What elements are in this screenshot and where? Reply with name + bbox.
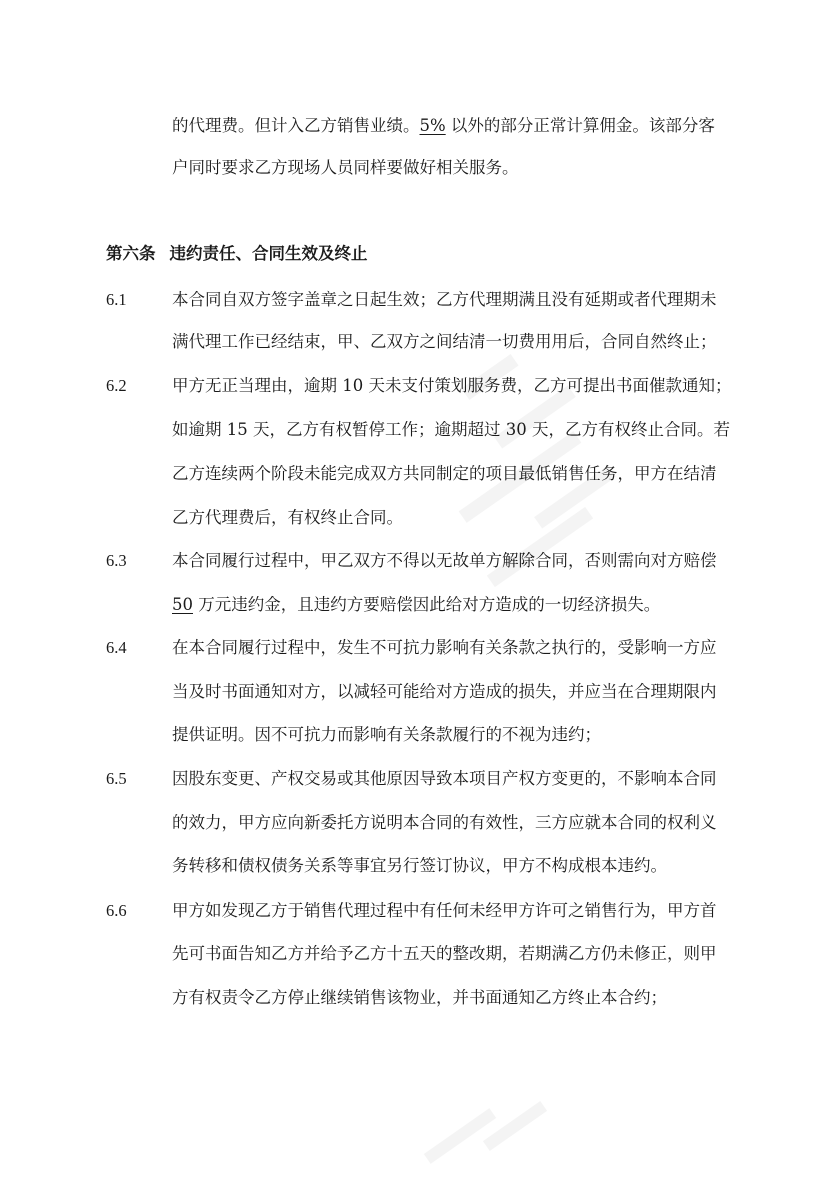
clause-line: 本合同自双方签字盖章之日起生效；乙方代理期满且没有延期或者代理期未	[172, 290, 717, 309]
clause-line: 满代理工作已经结束，甲、乙双方之间结清一切费用用后，合同自然终止；	[172, 332, 717, 351]
clause-line: 方有权责令乙方停止继续销售该物业，并书面通知乙方终止本合约；	[172, 988, 667, 1007]
section-heading	[106, 242, 368, 266]
clause-number: 6.2	[106, 376, 127, 395]
clause-number: 6.3	[106, 551, 127, 570]
clause-number: 6.6	[106, 901, 127, 920]
intro-percent-underlined: 5%	[419, 116, 446, 135]
clause-number: 6.5	[106, 769, 127, 788]
clause-line: 的效力，甲方应向新委托方说明本合同的有效性，三方应就本合同的权利义	[172, 813, 717, 832]
clause-line: 乙方代理费后，有权终止合同。	[172, 508, 403, 527]
intro-text-a: 的代理费。但计入乙方销售业绩。	[172, 116, 420, 135]
intro-line-1	[172, 114, 715, 138]
clause-number: 6.4	[106, 638, 127, 657]
clause-line: 在本合同履行过程中，发生不可抗力影响有关条款之执行的，受影响一方应	[172, 638, 717, 657]
clause-line: 甲方如发现乙方于销售代理过程中有任何未经甲方许可之销售行为，甲方首	[172, 901, 717, 920]
clause-line: 甲方无正当理由，逾期 10 天未支付策划服务费，乙方可提出书面催款通知；	[172, 376, 732, 395]
section-label: 第六条	[106, 244, 156, 263]
clause-line: 本合同履行过程中，甲乙双方不得以无故单方解除合同，否则需向对方赔偿	[172, 551, 717, 570]
clause-line: 当及时书面通知对方，以减轻可能给对方造成的损失，并应当在合理期限内	[172, 682, 717, 701]
watermark-bottom-icon	[400, 1080, 580, 1180]
clause-line	[172, 593, 660, 617]
intro-line-2: 户同时要求乙方现场人员同样要做好相关服务。	[172, 158, 519, 177]
clause-line: 提供证明。因不可抗力而影响有关条款履行的不视为违约；	[172, 725, 601, 744]
clause-line: 因股东变更、产权交易或其他原因导致本项目产权方变更的，不影响本合同	[172, 769, 717, 788]
section-title: 违约责任、合同生效及终止	[169, 244, 368, 263]
penalty-amount-underlined: 50	[172, 595, 193, 614]
clause-line: 乙方连续两个阶段未能完成双方共同制定的项目最低销售任务，甲方在结清	[172, 464, 717, 483]
clause-line: 如逾期 15 天，乙方有权暂停工作；逾期超过 30 天，乙方有权终止合同。若	[172, 420, 730, 439]
intro-text-b: 以外的部分正常计算佣金。该部分客	[445, 116, 715, 135]
clause-number: 6.1	[106, 290, 127, 309]
clause-text: 万元违约金，且违约方要赔偿因此给对方造成的一切经济损失。	[193, 595, 661, 614]
clause-line: 先可书面告知乙方并给予乙方十五天的整改期，若期满乙方仍未修正，则甲	[172, 944, 717, 963]
clause-line: 务转移和债权债务关系等事宜另行签订协议，甲方不构成根本违约。	[172, 856, 667, 875]
